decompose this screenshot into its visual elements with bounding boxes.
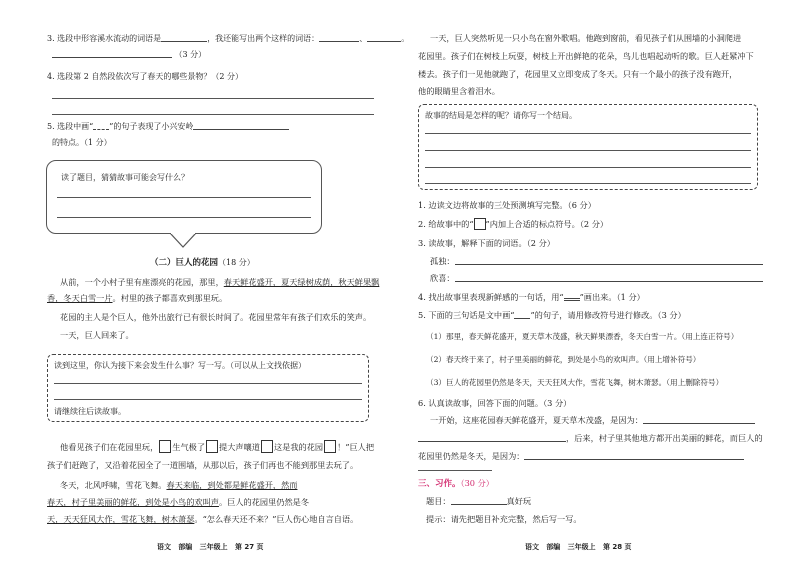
para4-text-b: 生气极了 [172, 442, 206, 452]
footer-subject: 语文 [525, 543, 539, 551]
para5-text-c: 。“怎么春天还不来？”巨人伤心地自言自语。 [194, 514, 359, 524]
q3-word-1-label: 孤独： [430, 256, 455, 266]
para5-underlined-1: 春天来临，到处都是鲜花盛开，然而 [166, 480, 298, 490]
q3-word-1-blank[interactable] [455, 264, 763, 265]
q5-sentence-3: （3）巨人的花园里仍然是冬天，天天狂风大作，雪花飞舞，树木萧瑟。（用上删除符号） [426, 378, 724, 387]
q3-text-mid: ，我还能写出两个这样的词语： [207, 34, 320, 43]
bubble-tail [170, 233, 196, 249]
right-q4 [418, 292, 645, 303]
q6-line-2 [418, 433, 763, 444]
ending-line-2[interactable] [425, 150, 751, 151]
para1-text-end: 。村里的孩子都喜欢到那里玩。 [112, 293, 228, 303]
q3-word-2-label: 欣喜： [430, 273, 455, 283]
q5-blank[interactable] [193, 129, 289, 130]
q3-blank-2[interactable] [319, 41, 359, 42]
q3-word-1 [430, 256, 763, 267]
q2-box-icon [474, 218, 486, 230]
right-footer [525, 543, 632, 552]
ending-line-3[interactable] [425, 167, 751, 168]
essay-topic-tail: 真好玩 [506, 496, 532, 506]
punct-box-2[interactable] [206, 440, 218, 453]
right-q2 [418, 218, 608, 230]
footer-subject: 语文 [157, 543, 171, 551]
para4-text-e: ！”巨人把 [337, 442, 375, 452]
essay-topic-label: 题目： [426, 496, 451, 506]
bubble-line-2[interactable] [57, 217, 311, 218]
q4-answer-line-2[interactable] [52, 114, 374, 115]
q4-mark [564, 298, 580, 301]
q6-line-1-text: 一开始，这座花园春天鲜花盛开，夏天草木茂盛，是因为： [430, 415, 643, 425]
essay-topic [426, 496, 531, 507]
q5-text-a: 5. 下面的三句话是文中画“ [418, 310, 515, 320]
prediction-bubble [46, 160, 322, 234]
q3-end: 。 [401, 34, 410, 43]
section-2-title: （二）巨人的花园 [150, 258, 219, 268]
story-para-2: 花园的主人是个巨人，他外出旅行已有很长时间了。花园里常年有孩子们欢乐的笑声。 [60, 312, 372, 322]
q5-text-mid: ”的句子表现了小兴安岭 [109, 122, 194, 131]
story-para-4 [60, 440, 374, 453]
q5-text-b: ”的句子，请用修改符号进行修改。（3 分） [530, 310, 686, 320]
q6-line-1 [430, 415, 755, 426]
story-para-6-line-3: 楼去。孩子们一见他就跑了，花园里又立即变成了冬天。只有一个最小的孩子没有跑开， [418, 69, 738, 79]
para5-underlined-2: 春天，村子里美丽的鲜花，到处是小鸟的欢叫声 [47, 497, 219, 507]
story-para-1 [60, 277, 379, 288]
q3-text: 3. 选段中形容溪水流动的词语是 [47, 34, 162, 43]
ending-line-1[interactable] [425, 133, 751, 134]
q5-mark [514, 318, 530, 319]
q6-blank-3[interactable] [524, 459, 744, 460]
q4-text-b: ”画出来。（1 分） [579, 292, 645, 302]
footer-grade: 三年级上 [567, 543, 596, 551]
left-q3 [47, 34, 409, 44]
q6-blank-1[interactable] [643, 423, 755, 424]
section-2-score: （18 分） [218, 258, 255, 267]
ending-box [418, 104, 758, 190]
right-q6: 6. 认真读故事，回答下面的问题。（3 分） [418, 398, 572, 408]
punct-box-1[interactable] [159, 440, 171, 453]
q3-blank-3[interactable] [367, 41, 401, 42]
q3-blank-4[interactable] [52, 57, 172, 58]
q2-text-b: ”内加上合适的标点符号。（2 分） [485, 219, 609, 229]
q2-text-a: 2. 给故事中的“ [418, 219, 474, 229]
predict-line-1[interactable] [54, 383, 362, 384]
story-para-5 [60, 480, 297, 491]
para1-underlined-2: 香，冬天白雪一片 [47, 293, 113, 303]
para1-text: 从前，一个小村子里有座漂亮的花园，那里， [60, 277, 224, 287]
para4-text-c: 提大声嚷道 [219, 442, 260, 452]
ending-prompt: 故事的结局是怎样的呢？请你写一个结局。 [425, 111, 577, 120]
punct-box-3[interactable] [261, 440, 273, 453]
predict-line-2[interactable] [54, 399, 362, 400]
para4-text-d: 这是我的花园 [273, 442, 324, 452]
bubble-line-1[interactable] [57, 197, 311, 198]
story-para-3: 一天，巨人回来了。 [60, 330, 134, 340]
predict-box [47, 354, 369, 422]
q6-blank-4[interactable] [418, 470, 492, 471]
q3-blank-1[interactable] [161, 41, 207, 42]
para5-underlined-3: 天，天天狂风大作，雪花飞舞，树木萧瑟 [47, 514, 195, 524]
right-q3: 3. 读故事，解释下面的词语。（2 分） [418, 238, 555, 248]
q4-text-a: 4. 找出故事里表现新鲜感的一句话，用“ [418, 292, 564, 302]
left-q4: 4. 选段第 2 自然段依次写了春天的哪些景物？（2 分） [47, 72, 243, 81]
q5-sentence-1: （1）那里，春天鲜花盛开，夏天草木茂盛，秋天鲜果漂香，冬天白雪一片。（用上连正符号） [426, 332, 739, 341]
predict-continue: 请继续往后读故事。 [54, 407, 126, 416]
q5-sentence-2: （2）春天终于来了，村子里美丽的鲜花，到处是小鸟的欢叫声。（用上增补符号） [426, 355, 701, 364]
predict-prompt: 读到这里，你认为接下来会发生什么事？写一写。（可以从上文找依据） [54, 361, 306, 370]
q3-word-2-blank[interactable] [455, 281, 763, 282]
para4-line2: 孩子们赶跑了，又沿着花园全了一道围墙，从那以后，孩子们再也不能到那里去玩了。 [47, 460, 359, 470]
punct-box-4[interactable] [324, 440, 336, 453]
right-q1: 1. 边读文边将故事的三处预测填写完整。（6 分） [418, 200, 596, 210]
story-para-6-line-2: 花园里。孩子们在树枝上玩耍，树枝上开出鲜艳的花朵，鸟儿也唱起动听的歌。巨人赶紧冲下 [418, 51, 754, 61]
q6-line-3 [418, 451, 744, 462]
right-q5 [418, 310, 686, 321]
story-para-6-line-1: 一天，巨人突然听见一只小鸟在窗外歌唱。他跑到窗前，看见孩子们从围墙的小洞爬进 [430, 33, 742, 43]
left-q5 [47, 122, 289, 132]
q3-separator: 、 [359, 34, 368, 43]
story-para-6-line-4: 他的眼睛里含着泪水。 [418, 86, 500, 96]
essay-hint: 提示：请先把题目补充完整，然后写一写。 [426, 514, 582, 524]
q6-line-2-text: ，后来，村子里其他地方都开出美丽的鲜花，而巨人的 [566, 433, 763, 443]
q6-line-3-text: 花园里仍然是冬天，是因为： [418, 451, 525, 461]
q5-text: 5. 选段中画“ [47, 122, 94, 131]
q6-blank-2[interactable] [418, 441, 566, 442]
q3-score: （3 分） [174, 50, 207, 59]
para5-text-b: 。巨人的花园里仍然是冬 [218, 497, 310, 507]
section-3-score: （30 分） [460, 478, 494, 488]
q5-mark [93, 129, 109, 130]
q4-answer-line-1[interactable] [52, 98, 374, 99]
footer-edition: 部编 [178, 543, 193, 551]
para4-text-a: 他看见孩子们在花园里玩， [60, 442, 159, 452]
page-right [400, 0, 800, 576]
para5-text-a: 冬天，北风呼啸，雪花飞舞。 [60, 480, 167, 490]
essay-topic-blank[interactable] [451, 504, 507, 505]
footer-grade: 三年级上 [199, 543, 228, 551]
section-3-title: 三、习作。 [418, 479, 461, 489]
footer-page: 第 27 页 [234, 543, 264, 551]
footer-page: 第 28 页 [602, 543, 632, 551]
ending-line-4[interactable] [425, 183, 751, 184]
q3-word-2 [430, 273, 763, 284]
footer-edition: 部编 [546, 543, 561, 551]
section-3-heading [418, 478, 494, 490]
para1-underlined-1: 春天鲜花盛开，夏天绿树成荫，秋天鲜果飘 [223, 277, 380, 287]
bubble-prompt: 读了题目，猜猜故事可能会写什么？ [61, 173, 189, 182]
q5-line2: 的特点。（1 分） [52, 138, 112, 147]
section-2-heading [150, 258, 255, 269]
left-footer [157, 543, 264, 552]
